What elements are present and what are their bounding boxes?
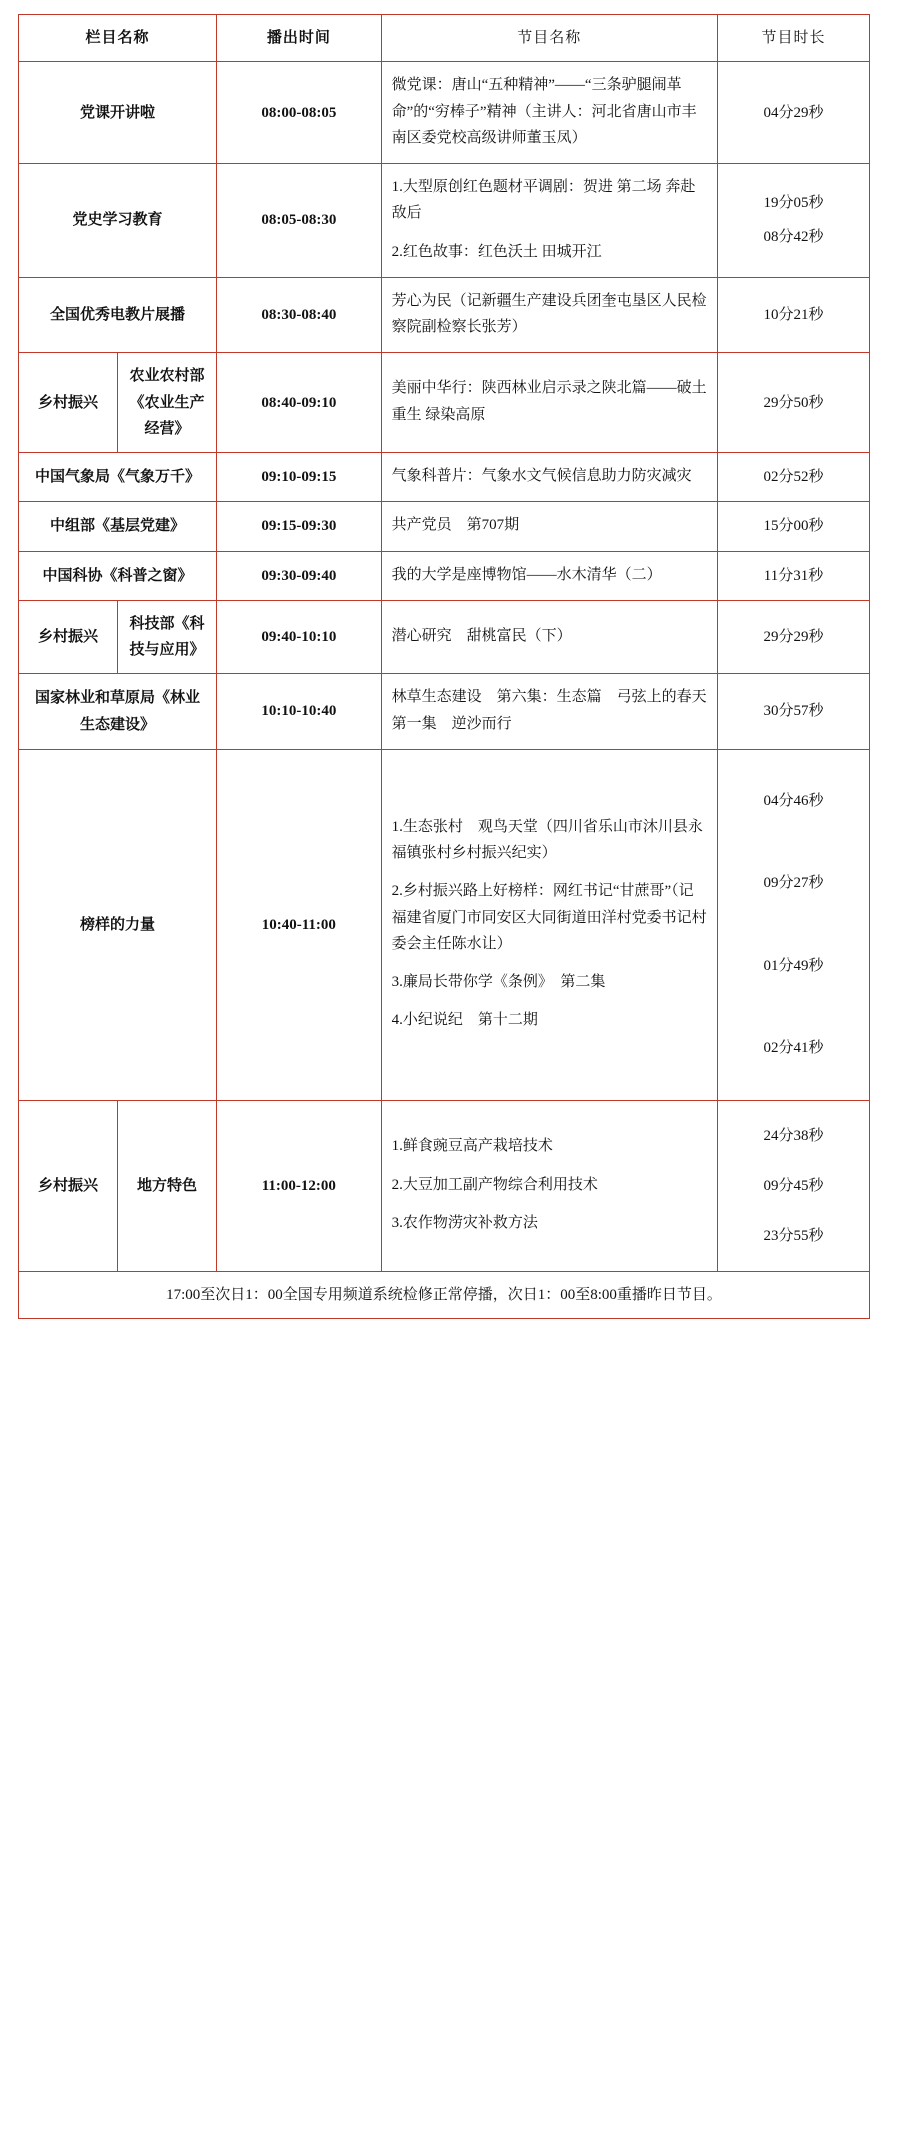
table-row [19, 551, 870, 600]
row-durations [718, 674, 870, 750]
table-row [19, 749, 870, 1100]
table-row [19, 1100, 870, 1271]
row-durations [718, 502, 870, 551]
column-header-time: 播出时间 [217, 15, 382, 62]
duration-stack [728, 186, 859, 255]
table-footer-row [19, 1271, 870, 1318]
row-durations [718, 749, 870, 1100]
duration-line: 29分50秒 [763, 394, 824, 411]
row-time: 09:15-09:30 [217, 502, 382, 551]
program-line: 林草生态建设 第六集：生态篇 弓弦上的春天 第一集 逆沙而行 [391, 689, 722, 732]
duration-line: 23分55秒 [763, 1227, 824, 1244]
row-subname: 农业农村部《农业生产经营》 [118, 353, 217, 453]
row-time: 09:30-09:40 [217, 551, 382, 600]
duration-line: 08分42秒 [763, 229, 824, 246]
table-row [19, 164, 870, 278]
table-row [19, 453, 870, 502]
table-row [19, 674, 870, 750]
row-time: 09:10-09:15 [217, 453, 382, 502]
row-name: 中组部《基层党建》 [19, 502, 217, 551]
column-header-duration: 节目时长 [718, 15, 870, 62]
row-subname: 地方特色 [118, 1100, 217, 1271]
duration-line: 19分05秒 [763, 195, 824, 212]
row-name: 国家林业和草原局《林业生态建设》 [19, 674, 217, 750]
program-line: 气象科普片：气象水文气候信息助力防灾减灾 [391, 468, 692, 484]
row-programs [381, 502, 717, 551]
footer-note: 17:00至次日1：00全国专用频道系统检修正常停播，次日1：00至8:00重播昨日节目。 [19, 1271, 870, 1318]
row-time: 11:00-12:00 [217, 1100, 382, 1271]
row-name: 中国气象局《气象万千》 [19, 453, 217, 502]
program-line: 3.廉局长带你学《条例》 第二集 [391, 974, 606, 991]
program-line: 2.乡村振兴路上好榜样：网红书记“甘蔗哥”（记福建省厦门市同安区大同街道田洋村党委书记村委会主任陈水让） [391, 883, 707, 952]
duration-line: 04分29秒 [763, 104, 824, 121]
program-line: 微党课：唐山“五种精神”——“三条驴腿闹革命”的“穷棒子”精神（主讲人：河北省唐山市丰南区委党校高级讲师董玉凤） [391, 77, 697, 146]
row-durations [718, 453, 870, 502]
program-line: 潜心研究 甜桃富民（下） [391, 627, 572, 644]
program-schedule-table [18, 14, 870, 1319]
table-row [19, 277, 870, 353]
row-programs [381, 600, 717, 674]
duration-line: 15分00秒 [763, 518, 824, 535]
duration-line: 29分29秒 [763, 628, 824, 645]
row-time: 08:40-09:10 [217, 353, 382, 453]
table-body [19, 62, 870, 1319]
row-time: 08:00-08:05 [217, 62, 382, 164]
program-line: 1.大型原创红色题材平调剧：贺进 第二场 奔赴敌后 [391, 179, 696, 222]
program-line: 美丽中华行：陕西林业启示录之陕北篇——破土重生 绿染高原 [391, 380, 707, 423]
duration-line: 11分31秒 [763, 567, 824, 584]
program-line: 3.农作物涝灾补救方法 [391, 1214, 538, 1231]
row-durations [718, 353, 870, 453]
row-time: 10:10-10:40 [217, 674, 382, 750]
program-line: 2.红色故事：红色沃土 田城开江 [391, 243, 602, 260]
row-programs [381, 164, 717, 278]
duration-line: 02分41秒 [763, 1040, 824, 1057]
row-time: 09:40-10:10 [217, 600, 382, 674]
row-name: 党课开讲啦 [19, 62, 217, 164]
row-durations [718, 277, 870, 353]
row-name: 乡村振兴 [19, 353, 118, 453]
table-row [19, 62, 870, 164]
duration-line: 04分46秒 [763, 792, 824, 809]
row-time: 08:05-08:30 [217, 164, 382, 278]
program-line: 芳心为民（记新疆生产建设兵团奎屯垦区人民检察院副检察长张芳） [391, 292, 707, 335]
row-name: 乡村振兴 [19, 600, 118, 674]
row-subname: 科技部《科技与应用》 [118, 600, 217, 674]
row-durations [718, 600, 870, 674]
row-durations [718, 1100, 870, 1271]
row-programs [381, 749, 717, 1100]
row-programs [381, 551, 717, 600]
duration-stack [728, 1111, 859, 1261]
row-name: 乡村振兴 [19, 1100, 118, 1271]
row-name: 中国科协《科普之窗》 [19, 551, 217, 600]
row-time: 10:40-11:00 [217, 749, 382, 1100]
row-durations [718, 551, 870, 600]
duration-line: 01分49秒 [763, 957, 824, 974]
row-programs [381, 1100, 717, 1271]
table-header [19, 15, 870, 62]
row-name: 榜样的力量 [19, 749, 217, 1100]
program-line: 2.大豆加工副产物综合利用技术 [391, 1176, 598, 1193]
table-row [19, 502, 870, 551]
column-header-name: 栏目名称 [19, 15, 217, 62]
duration-line: 09分27秒 [763, 875, 824, 892]
row-name: 全国优秀电教片展播 [19, 277, 217, 353]
program-line: 1.生态张村 观鸟天堂（四川省乐山市沐川县永福镇张村乡村振兴纪实） [391, 818, 703, 862]
row-time: 08:30-08:40 [217, 277, 382, 353]
duration-line: 10分21秒 [763, 306, 824, 323]
row-programs [381, 353, 717, 453]
table-header-row [19, 15, 870, 62]
program-line: 我的大学是座博物馆——水木清华（二） [391, 566, 662, 583]
program-line: 4.小纪说纪 第十二期 [391, 1012, 538, 1029]
program-line: 1.鲜食豌豆高产栽培技术 [391, 1138, 553, 1155]
table-row [19, 600, 870, 674]
duration-line: 30分57秒 [763, 703, 824, 720]
table-row [19, 353, 870, 453]
row-programs [381, 453, 717, 502]
row-programs [381, 62, 717, 164]
program-line: 共产党员 第707期 [391, 517, 520, 534]
column-header-program: 节目名称 [381, 15, 717, 62]
duration-line: 09分45秒 [763, 1177, 824, 1194]
row-durations [718, 164, 870, 278]
duration-line: 24分38秒 [763, 1127, 824, 1144]
duration-stack [728, 760, 859, 1090]
row-programs [381, 277, 717, 353]
row-name: 党史学习教育 [19, 164, 217, 278]
row-programs [381, 674, 722, 750]
duration-line: 02分52秒 [763, 469, 824, 485]
row-durations [718, 62, 870, 164]
